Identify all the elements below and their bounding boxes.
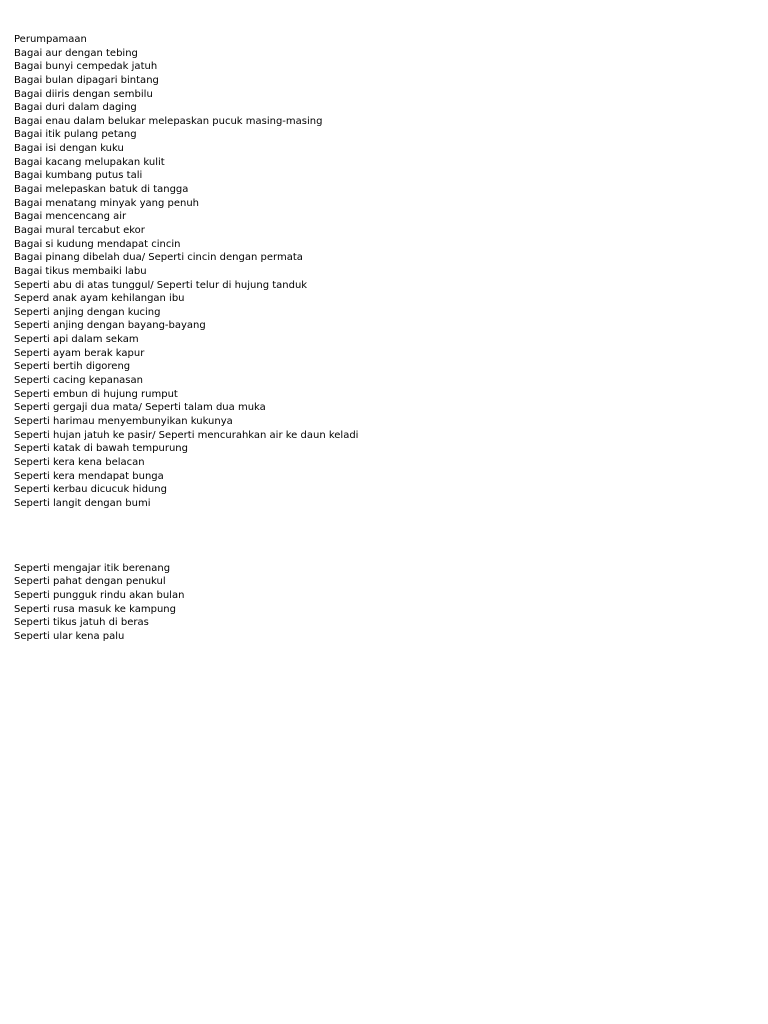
proverb-line: Seperd anak ayam kehilangan ibu — [14, 293, 185, 305]
proverb-line: Seperti api dalam sekam — [14, 334, 139, 346]
proverb-line: Seperti anjing dengan kucing — [14, 306, 161, 318]
proverb-list-two — [14, 562, 358, 644]
proverb-line: Bagai pinang dibelah dua/ Seperti cincin dengan permata — [14, 252, 303, 264]
proverb-line: Seperti rusa masuk ke kampung — [14, 603, 176, 615]
proverb-line: Bagai duri dalam daging — [14, 102, 137, 114]
proverb-line: Seperti langit dengan bumi — [14, 497, 151, 509]
proverb-line: Seperti hujan jatuh ke pasir/ Seperti mencurahkan air ke daun keladi — [14, 429, 359, 441]
proverb-line: Seperti mengajar itik berenang — [14, 562, 171, 574]
proverb-line: Bagai bunyi cempedak jatuh — [14, 61, 158, 73]
proverb-line: Seperti ular kena palu — [14, 630, 125, 642]
proverb-line: Bagai mural tercabut ekor — [14, 224, 145, 236]
proverb-line: Seperti kera kena belacan — [14, 456, 145, 468]
document-title: Perumpamaan — [14, 34, 87, 45]
proverb-line: Bagai kacang melupakan kulit — [14, 156, 165, 168]
proverb-line: Seperti gergaji dua mata/ Seperti talam dua muka — [14, 402, 266, 414]
proverb-line: Bagai kumbang putus tali — [14, 170, 143, 182]
proverb-line: Bagai tikus membaiki labu — [14, 265, 147, 277]
proverb-line: Seperti harimau menyembunyikan kukunya — [14, 415, 233, 427]
proverb-line: Seperti abu di atas tunggul/ Seperti telur di hujung tanduk — [14, 279, 308, 291]
proverb-line: Seperti kerbau dicucuk hidung — [14, 484, 167, 496]
proverb-line: Bagai bulan dipagari bintang — [14, 74, 159, 86]
proverb-line: Bagai diiris dengan sembilu — [14, 88, 153, 100]
proverb-line: Bagai isi dengan kuku — [14, 143, 124, 155]
proverb-line: Seperti tikus jatuh di beras — [14, 617, 149, 629]
proverb-line: Seperti anjing dengan bayang-bayang — [14, 320, 206, 332]
proverb-line: Bagai menatang minyak yang penuh — [14, 197, 199, 209]
proverb-line: Bagai mencencang air — [14, 211, 127, 223]
proverb-line: Bagai si kudung mendapat cincin — [14, 238, 181, 250]
proverb-line: Seperti pahat dengan penukul — [14, 576, 166, 588]
proverb-line: Seperti ayam berak kapur — [14, 347, 145, 359]
proverb-line: Seperti bertih digoreng — [14, 361, 131, 373]
proverb-line: Seperti pungguk rindu akan bulan — [14, 590, 185, 601]
proverb-line: Seperti kera mendapat bunga — [14, 470, 164, 482]
proverb-line: Bagai enau dalam belukar melepaskan pucuk masing-masing — [14, 115, 323, 127]
proverb-line: Seperti katak di bawah tempurung — [14, 443, 188, 455]
proverb-line: Bagai melepaskan batuk di tangga — [14, 184, 189, 196]
proverb-line: Bagai itik pulang petang — [14, 129, 137, 141]
proverb-line: Seperti embun di hujung rumput — [14, 388, 178, 400]
proverb-list-one — [14, 47, 358, 511]
document-body — [14, 33, 358, 644]
proverb-line: Seperti cacing kepanasan — [14, 375, 143, 387]
section-spacer — [14, 510, 358, 561]
proverb-line: Bagai aur dengan tebing — [14, 47, 138, 59]
